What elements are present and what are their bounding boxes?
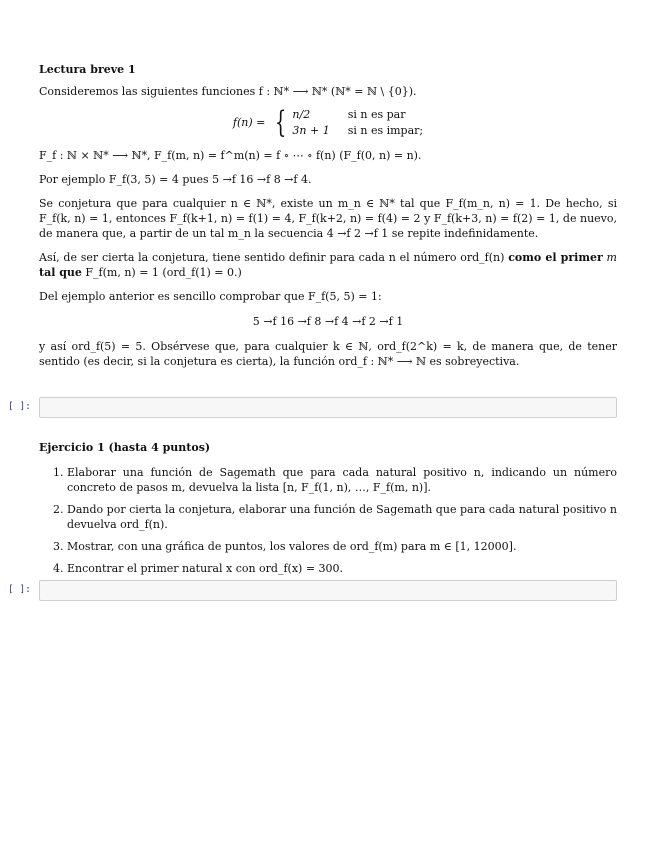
- piecewise-lhs: f(n) =: [232, 116, 266, 129]
- markdown-cell-lectura: [39, 62, 617, 369]
- ejercicio-title: Ejercicio 1 (hasta 4 puntos): [39, 441, 211, 454]
- cell-prompt: [ ]:: [8, 401, 31, 412]
- example-F: Por ejemplo F_f(3, 5) = 4 pues 5 →f 16 →f 8 →f 4.: [39, 173, 312, 186]
- case1-expr: n/2: [292, 108, 311, 121]
- ord-def-a: Así, de ser cierta la conjetura, tiene sentido definir para cada n el número ord_f(n): [39, 251, 509, 264]
- ord-definition: [39, 250, 617, 280]
- case2-cond: si n es impar;: [347, 124, 424, 137]
- case1-cond: si n es par: [347, 108, 406, 121]
- piecewise-definition: [39, 104, 617, 140]
- ord-def-bold2: tal que: [39, 266, 82, 279]
- case2-expr: 3n + 1: [292, 124, 330, 137]
- ord-def-b: m: [602, 251, 617, 264]
- code-input-1[interactable]: [39, 397, 617, 418]
- ord-def-c: F_f(m, n) = 1 (ord_f(1) = 0.): [81, 266, 242, 279]
- piecewise-cases: [292, 107, 423, 138]
- task-item: 3. Mostrar, con una gráfica de puntos, los valores de ord_f(m) para m ∈ [1, 12000].: [67, 539, 617, 554]
- task-item: 2. Dando por cierta la conjetura, elaborar una función de Sagemath que para cada natural positivo n devuelva ord_f(n).: [67, 502, 617, 532]
- markdown-cell-ejercicio: [39, 440, 617, 583]
- code-input-2[interactable]: [39, 580, 617, 601]
- code-cell-2: [8, 580, 618, 601]
- cell-prompt: [ ]:: [8, 584, 31, 595]
- def-F: F_f : ℕ × ℕ* ⟶ ℕ*, F_f(m, n) = f^m(n) = f ∘ ⋯ ∘ f(n) (F_f(0, n) = n).: [39, 149, 422, 162]
- task-item: 4. Encontrar el primer natural x con ord_f(x) = 300.: [67, 561, 617, 576]
- sequence-display: 5 →f 16 →f 8 →f 4 →f 2 →f 1: [252, 315, 404, 328]
- code-cell-1: [8, 397, 618, 418]
- example2-text: Del ejemplo anterior es sencillo comprobar que F_f(5, 5) = 1:: [39, 290, 382, 303]
- brace-icon: {: [275, 104, 287, 140]
- conjecture-text: Se conjetura que para cualquier n ∈ ℕ*, existe un m_n ∈ ℕ* tal que F_f(m_n, n) = 1. De hecho, si F_f(k, n) = 1, entonces F_f(k+1, n) = f(1) = 4, F_f(k+2, n) = f(4) = 2 y F_f(k+3, n) = f(2) = 1, de nuevo, de manera que, a partir de un tal m_n la secuencia 4 →f 2 →f 1 se repite indefinidamente.: [39, 197, 617, 240]
- task-list: [39, 465, 617, 576]
- lectura-title: Lectura breve 1: [39, 63, 136, 76]
- closing-text: y así ord_f(5) = 5. Obsérvese que, para cualquier k ∈ ℕ, ord_f(2^k) = k, de manera que, de tener sentido (es decir, si la conjetura es cierta), la función ord_f : ℕ* ⟶ ℕ es sobreyectiva.: [39, 340, 617, 368]
- ord-def-bold: como el primer: [508, 251, 603, 264]
- lectura-intro: Consideremos las siguientes funciones f : ℕ* ⟶ ℕ* (ℕ* = ℕ \ {0}).: [39, 85, 417, 98]
- task-item: 1. Elaborar una función de Sagemath que para cada natural positivo n, indicando un número concreto de pasos m, devuelva la lista [n, F_f(1, n), …, F_f(m, n)].: [67, 465, 617, 495]
